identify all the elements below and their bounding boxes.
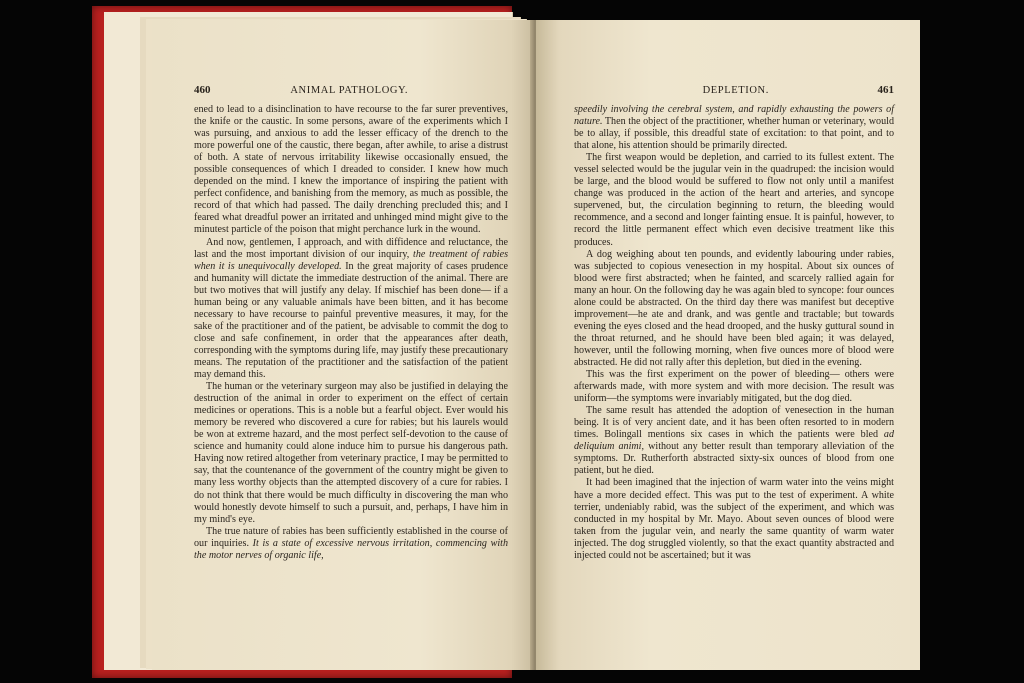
paragraph: This was the first experiment on the power of bleeding— others were afterwards made, with more system and with more decision. The result was uniform—the symptoms were invariably mitigated, but the dog died. bbox=[574, 369, 894, 405]
left-page-header bbox=[194, 84, 508, 96]
page-number: 461 bbox=[877, 84, 894, 96]
right-page-header bbox=[574, 84, 894, 96]
paragraph: The human or the veterinary surgeon may also be justified in delaying the destruction of the animal in order to experiment on the effect of certain medicines or operations. This is a noble but a fearful object. Ever would his memory be revered who discovered a cure for rabies; but his laurels would be won at extreme hazard, and the most perfect self-devotion to the cause of science and humanity could alone induce him to pursue his dangerous path. Having now retired altogether from veterinary practice, I may be permitted to say, that the countenance of the government of the country might be given to many less worthy objects than the attempted discovery of a cure for rabies. I do not think that there would be much difficulty in discovering the man who would honestly devote himself to such a pursuit, and, perhaps, I have him in my mind's eye. bbox=[194, 381, 508, 525]
running-head: DEPLETION. bbox=[702, 85, 769, 96]
paragraph: The same result has attended the adoption of venesection in the human being. It is of very ancient date, and it has been often resorted to in modern times. Bolingall mentions six cases in which the patients were bled ad deliquium animi, without any better result than temporary alleviation of the symptoms. Dr. Rutherforth abstracted sixty-six ounces of blood from one patient, but he died. bbox=[574, 405, 894, 477]
paragraph: A dog weighing about ten pounds, and evidently labouring under rabies, was subjected to copious venesection in my hospital. About six ounces of blood were first abstracted; when he fainted, and scarcely rallied again for many an hour. On the following day he was again bled to syncope: four ounces alone could be abstracted. On the third day there was manifest but deceptive improvement—he ate and drank, and was gentle and tractable; but towards evening the eyes closed and the head drooped, and the husky guttural sound in the throat returned, and he should have been bled again; it was delayed, however, until the following morning, when five ounces more of blood were abstracted. He did not rally after this depletion, but died in the evening. bbox=[574, 248, 894, 368]
paragraph: It had been imagined that the injection of warm water into the veins might have a more decided effect. This was put to the test of experiment. A white terrier, undeniably rabid, was the subject of the experiment, and which was conducted in my hospital by Mr. Mayo. About seven ounces of blood were taken from the jugular vein, and nearly the same quantity of warm water injected. The dog struggled violently, so that the exact quantity abstracted and injected could not be ascertained; but it was bbox=[574, 477, 894, 561]
left-page bbox=[152, 20, 534, 670]
paragraph: ened to lead to a disinclination to have recourse to the far surer preventives, the knife or the caustic. In some persons, aware of the experiments which I was pursuing, and anxious to add the lesser efficacy of the drench to the more powerful one of the caustic, there began, after awhile, to arise a distrust of both. A state of nervous irritability likewise occasionally ensued, the possible consequences of which I dreaded to consider. I knew how much depended on the mind. I knew the importance of inspiring the patient with perfect confidence, and banishing from the memory, as much as possible, the record of that which had passed. The daily drenching precluded this; and I feared what dreadful power an irritated and unhinged mind might give to the minutest particle of the poison that might perchance lurk in the wound. bbox=[194, 104, 508, 236]
paragraph: speedily involving the cerebral system, and rapidly exhausting the powers of nature. Then the object of the practitioner, whether human or veterinary, would be to allay, if possible, this dreadful state of excitation: to that point, and to that alone, his attention should be primarily directed. bbox=[574, 104, 894, 152]
paragraph: And now, gentlemen, I approach, and with diffidence and reluctance, the last and the most important division of our inquiry, the treatment of rabies when it is unequivocally developed. In the great majority of cases prudence and humanity will dictate the immediate destruction of the animal. There are but two motives that will justify any delay. If mischief has been done— if a human being or any valuable animals have been bitten, and it has become necessary to have recourse to painful preventive measures, it may, for the sake of the practitioner and of the patient, be advisable to commit the dog to close and safe confinement, in order that the appearances after death, corresponding with the symptoms during life, may justify these precautionary means. The reputation of the practitioner and the satisfaction of the patient may demand this. bbox=[194, 236, 509, 381]
page-number: 460 bbox=[194, 84, 211, 96]
left-page-text bbox=[194, 104, 508, 562]
paragraph: The true nature of rabies has been sufficiently established in the course of our inquiries. It is a state of excessive nervous irritation, commencing with the motor nerves of organic life, bbox=[194, 525, 508, 561]
paragraph: The first weapon would be depletion, and carried to its fullest extent. The vessel selected would be the jugular vein in the quadruped: the incision would be large, and the blood would be suffered to flow not only until a manifest change was produced in the action of the heart and arteries, and syncope supervened, but, the circulation beginning to return, the bleeding would recommence, and a second and longer fainting ensue. It is painful, however, to record the little permanent effect which even decisive treatment like this produces. bbox=[574, 152, 894, 248]
running-head: ANIMAL PATHOLOGY. bbox=[290, 85, 409, 96]
right-page-text bbox=[574, 104, 894, 562]
right-page bbox=[536, 20, 920, 670]
